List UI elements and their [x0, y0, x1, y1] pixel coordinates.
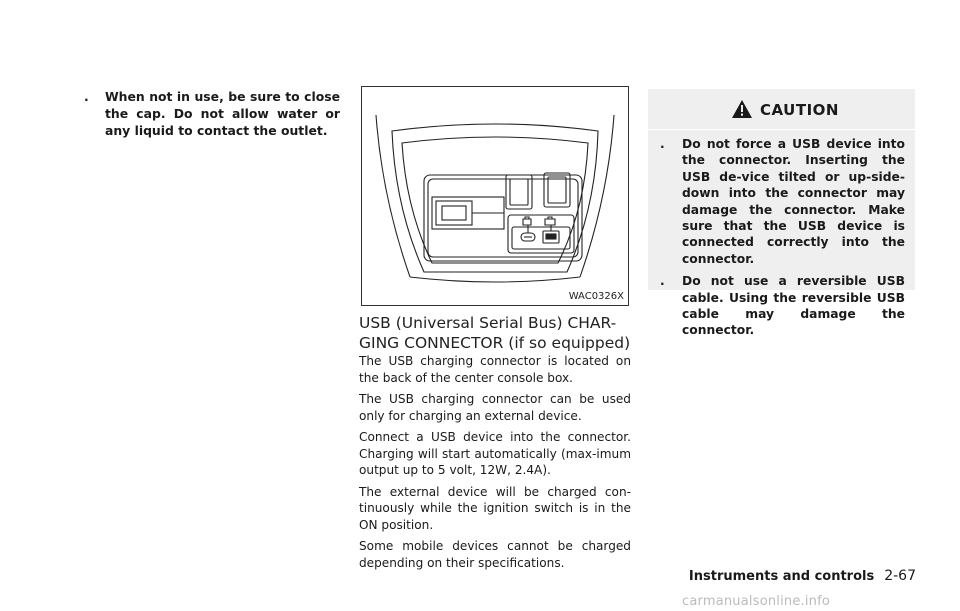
paragraph: The USB charging connector can be used only for charging an external device. [359, 392, 631, 423]
left-bullet-item [84, 88, 340, 139]
bullet-text: Do not force a USB device into the connector. Inserting the USB de-vice tilted or up-side-down into the connector may damage the connector. Make sure that the USB device is connected correctly into the connector. [682, 137, 905, 266]
console-illustration [362, 87, 628, 305]
caution-bullet-item [660, 136, 905, 267]
section-heading: USB (Universal Serial Bus) CHAR-GING CONNECTOR (if so equipped) [359, 314, 631, 352]
section-body [359, 353, 631, 576]
page-footer [689, 568, 916, 584]
paragraph: The USB charging connector is located on the back of the center console box. [359, 354, 631, 385]
footer-section-title: Instruments and controls [688, 569, 875, 584]
page-number: 2-67 [884, 568, 916, 584]
caution-header [648, 89, 915, 130]
watermark: carmanualsonline.info [682, 594, 831, 609]
warning-triangle-icon [731, 99, 753, 123]
caution-title: CAUTION [760, 101, 839, 119]
paragraph: Some mobile devices cannot be charged depending on their specifications. [359, 539, 631, 570]
bullet-marker: . [660, 274, 665, 289]
left-column [84, 88, 340, 139]
usb-connector-figure [361, 86, 629, 306]
paragraph: Connect a USB device into the connector. Charging will start automatically (max-imum output up to 5 volt, 12W, 2.4A). [359, 430, 631, 477]
caution-box [648, 89, 915, 338]
bullet-text: When not in use, be sure to close the cap. Do not allow water or any liquid to contact the outlet. [105, 89, 340, 138]
figure-code: WAC0326X [568, 291, 624, 302]
bullet-marker: . [660, 137, 665, 151]
caution-body [660, 136, 905, 339]
caution-bullet-item [660, 273, 905, 339]
bullet-marker: . [84, 89, 89, 104]
bullet-text: Do not use a reversible USB cable. Using the reversible USB cable may damage the connector. [682, 274, 905, 338]
paragraph: The external device will be charged con-tinuously while the ignition switch is in the ON position. [359, 484, 631, 532]
